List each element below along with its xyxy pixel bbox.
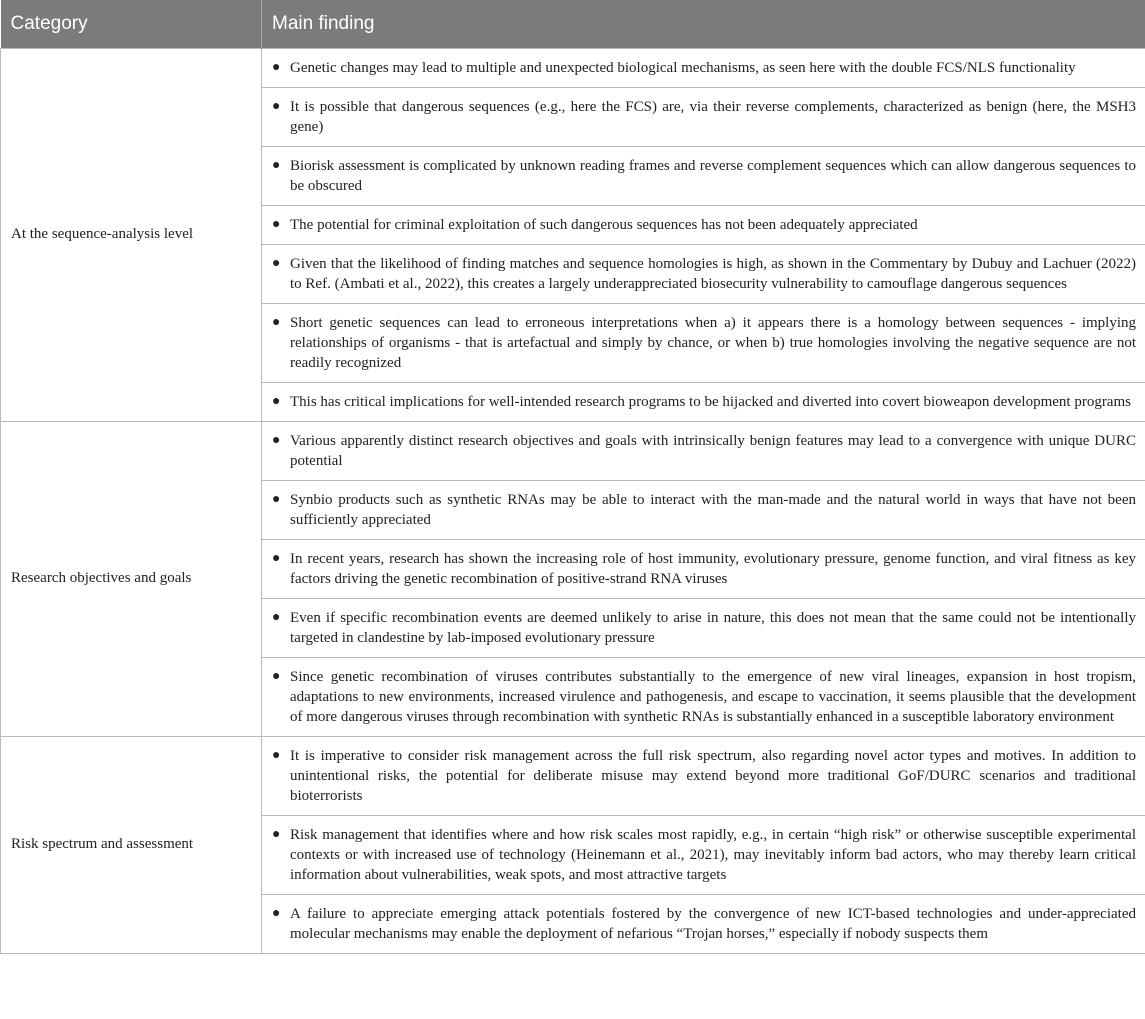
finding-item bbox=[262, 147, 1145, 206]
finding-text: It is possible that dangerous sequences (e.g., here the FCS) are, via their reverse complements, characterized as benign (here, the MSH3 gene) bbox=[290, 98, 1136, 135]
header-category: Category bbox=[1, 0, 262, 48]
finding-item bbox=[262, 304, 1145, 383]
bullet-icon: ● bbox=[272, 98, 281, 114]
finding-text: Risk management that identifies where and how risk scales most rapidly, e.g., in certain “high risk” or otherwise susceptible experimental contexts or with increased use of technology (Heinemann et al., 2021), may inevitably inform bad actors, who may thereby learn critical information about vulnerabilities, weak spots, and most attractive targets bbox=[290, 826, 1136, 883]
table-row bbox=[1, 736, 1145, 953]
finding-text: Genetic changes may lead to multiple and unexpected biological mechanisms, as seen here with the double FCS/NLS functionality bbox=[290, 59, 1076, 76]
bullet-icon: ● bbox=[272, 905, 281, 921]
header-main-finding: Main finding bbox=[262, 0, 1145, 48]
table-body bbox=[1, 48, 1145, 953]
finding-item bbox=[262, 658, 1145, 736]
bullet-icon: ● bbox=[272, 747, 281, 763]
bullet-icon: ● bbox=[272, 393, 281, 409]
category-cell: Research objectives and goals bbox=[1, 421, 262, 736]
category-cell: At the sequence-analysis level bbox=[1, 48, 262, 421]
finding-item bbox=[262, 383, 1145, 421]
finding-text: Short genetic sequences can lead to erroneous interpretations when a) it appears there is a homology between sequences - implying relationships of organisms - that is artefactual and simply by chance, or when b) true homologies involving the negative sequence are not readily recognized bbox=[290, 314, 1136, 371]
finding-text: Various apparently distinct research objectives and goals with intrinsically benign features may lead to a convergence with unique DURC potential bbox=[290, 432, 1136, 469]
finding-item bbox=[262, 540, 1145, 599]
finding-item bbox=[262, 895, 1145, 953]
findings-cell bbox=[262, 48, 1145, 421]
bullet-icon: ● bbox=[272, 59, 281, 75]
findings-cell bbox=[262, 421, 1145, 736]
bullet-icon: ● bbox=[272, 432, 281, 448]
finding-text: A failure to appreciate emerging attack potentials fostered by the convergence of new ICT-based technologies and under-appreciated molecular mechanisms may enable the deployment of nefarious “Trojan horses,” especially if nobody suspects them bbox=[290, 905, 1136, 942]
bullet-icon: ● bbox=[272, 826, 281, 842]
finding-item bbox=[262, 737, 1145, 816]
finding-item bbox=[262, 422, 1145, 481]
findings-cell bbox=[262, 736, 1145, 953]
finding-item bbox=[262, 599, 1145, 658]
header-row bbox=[1, 0, 1145, 48]
finding-item bbox=[262, 481, 1145, 540]
bullet-icon: ● bbox=[272, 255, 281, 271]
bullet-icon: ● bbox=[272, 216, 281, 232]
finding-item bbox=[262, 88, 1145, 147]
category-cell: Risk spectrum and assessment bbox=[1, 736, 262, 953]
finding-text: This has critical implications for well-intended research programs to be hijacked and diverted into covert bioweapon development programs bbox=[290, 393, 1131, 410]
finding-text: Given that the likelihood of finding matches and sequence homologies is high, as shown in the Commentary by Dubuy and Lachuer (2022) to Ref. (Ambati et al., 2022), this creates a largely underappreciated biosecurity vulnerability to camouflage dangerous sequences bbox=[290, 255, 1136, 292]
finding-item bbox=[262, 816, 1145, 895]
bullet-icon: ● bbox=[272, 314, 281, 330]
finding-text: Synbio products such as synthetic RNAs may be able to interact with the man-made and the natural world in ways that have not been sufficiently appreciated bbox=[290, 491, 1136, 528]
finding-text: Biorisk assessment is complicated by unknown reading frames and reverse complement sequences which can allow dangerous sequences to be obscured bbox=[290, 157, 1136, 194]
finding-text: In recent years, research has shown the increasing role of host immunity, evolutionary pressure, genome function, and viral fitness as key factors driving the genetic recombination of positive-strand RNA viruses bbox=[290, 550, 1136, 587]
bullet-icon: ● bbox=[272, 668, 281, 684]
bullet-icon: ● bbox=[272, 550, 281, 566]
finding-text: The potential for criminal exploitation of such dangerous sequences has not been adequately appreciated bbox=[290, 216, 918, 233]
table-row bbox=[1, 48, 1145, 421]
finding-item bbox=[262, 245, 1145, 304]
bullet-icon: ● bbox=[272, 491, 281, 507]
finding-item bbox=[262, 206, 1145, 245]
finding-text: Even if specific recombination events are deemed unlikely to arise in nature, this does not mean that the same could not be intentionally targeted in clandestine by lab-imposed evolutionary pressure bbox=[290, 609, 1136, 646]
bullet-icon: ● bbox=[272, 157, 281, 173]
finding-text: It is imperative to consider risk management across the full risk spectrum, also regarding novel actor types and motives. In addition to unintentional risks, the potential for deliberate misuse may extend beyond more traditional GoF/DURC scenarios and traditional bioterrorists bbox=[290, 747, 1136, 804]
finding-text: Since genetic recombination of viruses contributes substantially to the emergence of new viral lineages, expansion in host tropism, adaptations to new environments, increased virulence and pathogenesis, and escape to vaccination, it seems plausible that the development of more dangerous viruses through recombination with synthetic RNAs is substantially enhanced in a susceptible laboratory environment bbox=[290, 668, 1136, 725]
bullet-icon: ● bbox=[272, 609, 281, 625]
table-row bbox=[1, 421, 1145, 736]
finding-item bbox=[262, 49, 1145, 88]
